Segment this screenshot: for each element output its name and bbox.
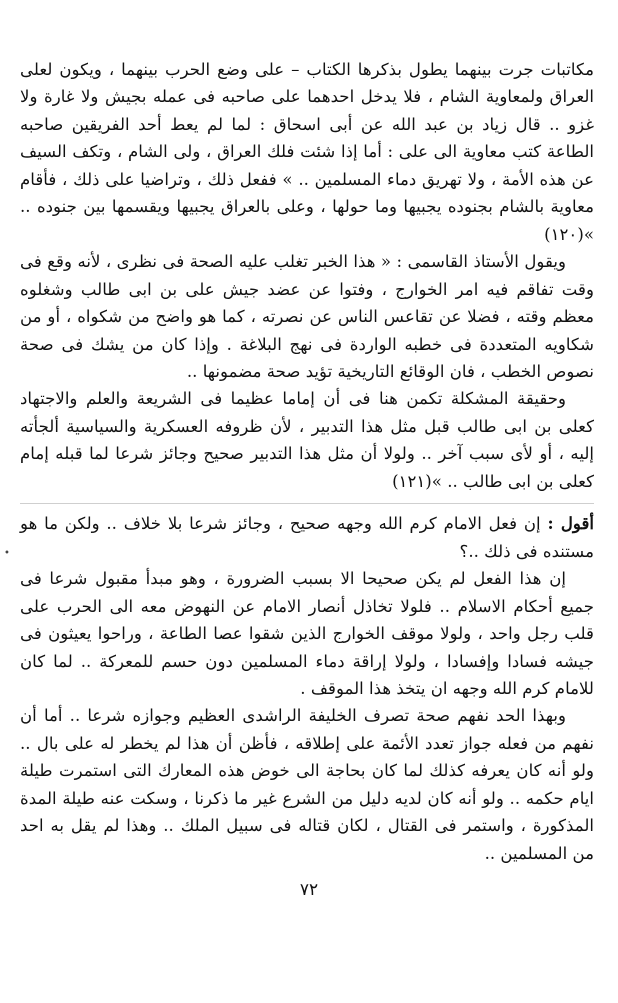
margin-dot: • — [4, 548, 10, 559]
body-text — [20, 56, 594, 867]
qawl-label: أقول : — [547, 513, 594, 534]
paragraph-3: وحقيقة المشكلة تكمن هنا فى أن إماما عظيما فى الشريعة والعلم والاجتهاد كعلى بن ابى طالب قبل مثل هذا التدبير ، لأن ظروفه العسكرية والسياسية ألجأته إليه ، أو لأى سبب آخر .. ولولا أن مثل هذا التدبير صحيح وجائز شرعا لما قبله إمام كعلى بن ابى طالب .. »(١٢١) — [20, 389, 594, 491]
paragraph-1: مكاتبات جرت بينهما يطول بذكرها الكتاب – على وضع الحرب بينهما ، ويكون لعلى العراق ولمعاوية الشام ، فلا يدخل احدهما على صاحبه فى عمله بجيش ولا غارة ولا غزو .. قال زياد بن عبد الله عن أبى اسحاق : لما لم يعط أحد الفريقين صاحبه الطاعة كتب معاوية الى على : أما إذا شئت فلك العراق ، ولى الشام ، وتكف السيف عن هذه الأمة ، ولا تهريق دماء المسلمين .. » ففعل ذلك ، وتراضيا على ذلك ، فأقام معاوية بالشام بجنوده يجبيها وما حولها ، وعلى بالعراق يجبيها ويقسمها بين جنوده .. »(١٢٠) — [20, 60, 594, 244]
paragraph-2: ويقول الأستاذ القاسمى : « هذا الخبر تغلب عليه الصحة فى نظرى ، لأنه وقع فى وقت تفاقم فيه امر الخوارج ، وفتوا عن عضد جيش على بن ابى طالب وشغلوه معظم وقته ، فضلا عن تقاعس الناس عن نصرته ، كما هو واضح من شكواه ، أو من شكاويه المتعددة فى خطبه الواردة فى نهج البلاغة . وإذا كان من يشك فى صحة نصوص الخطب ، فان الوقائع التاريخية تؤيد صحة مضمونها .. — [20, 252, 594, 381]
qawl-text: إن فعل الامام كرم الله وجهه صحيح ، وجائز شرعا بلا خلاف .. ولكن ما هو مستنده فى ذلك ..؟ — [20, 514, 594, 561]
page-number: ٧٢ — [299, 880, 319, 900]
qawl-paragraph — [20, 510, 594, 565]
paragraph-5: وبهذا الحد نفهم صحة تصرف الخليفة الراشدى العظيم وجوازه شرعا .. أما أن نفهم من فعله جواز تعدد الأئمة على إطلاقه ، فأظن أن هذا لم يخطر له على بال .. ولو أنه كان يعرفه كذلك لما كان بحاجة الى خوض هذه المعارك التى استمرت طيلة ايام حكمه .. ولو أنه كان لديه دليل من الشرع غير ما ذكرنا ، وسكت عنه طيلة المدة المذكورة ، واستمر فى القتال ، لكان قتاله فى سبيل الملك .. وهذا لم يقل به احد من المسلمين .. — [20, 706, 594, 863]
section-divider — [20, 503, 594, 504]
paragraph-4: إن هذا الفعل لم يكن صحيحا الا بسبب الضرورة ، وهو مبدأ مقبول شرعا فى جميع أحكام الاسلام .. فلولا تخاذل أنصار الامام عن النهوض معه الى الحرب على قلب رجل واحد ، ولولا موقف الخوارج الذين شقوا عصا الطاعة ، وراحوا يعيثون فى جيشه فسادا وإفسادا ، ولولا إراقة دماء المسلمين دون حسم للمعركة .. لما كان للامام كرم الله وجهه ان يتخذ هذا الموقف . — [20, 569, 594, 698]
